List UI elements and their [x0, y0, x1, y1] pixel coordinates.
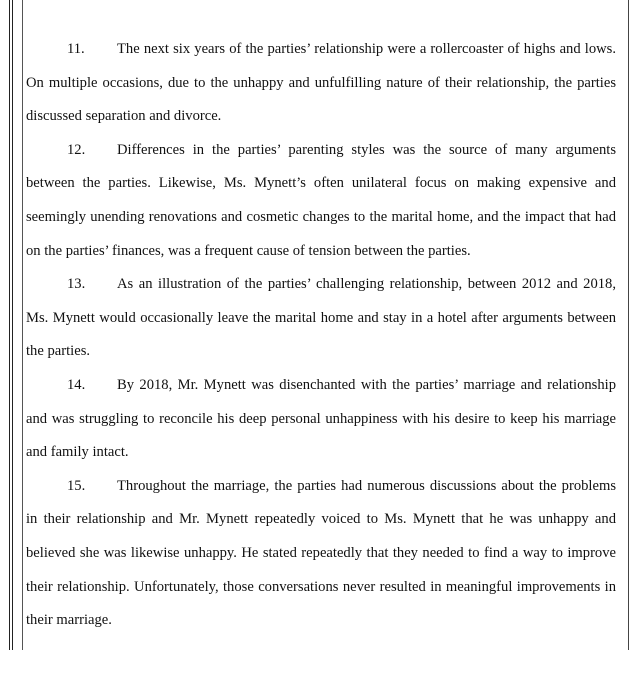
paragraph-number: 13.: [67, 276, 86, 293]
left-margin-rule: [12, 0, 13, 650]
left-margin-rule: [22, 0, 23, 650]
paragraph-text: The next six years of the parties’ relationship were a rollercoaster of highs and lows. On multiple occasions, due to the unhappy and unfulfilling nature of their relationship, the parties discussed separation and divorce.: [26, 41, 616, 125]
document-body: [26, 33, 616, 638]
paragraph-11: [26, 33, 616, 134]
left-margin-rule: [9, 0, 10, 650]
paragraph-15: [26, 470, 616, 638]
paragraph-text: Throughout the marriage, the parties had numerous discussions about the problems in their relationship and Mr. Mynett repeatedly voiced to Ms. Mynett that he was unhappy and believed she was likewise unhappy. He stated repeatedly that they needed to find a way to improve their relationship. Unfortunately, those conversations never resulted in meaningful improvements in their marriage.: [26, 477, 616, 629]
paragraph-number: 12.: [67, 141, 86, 158]
paragraph-14: [26, 369, 616, 470]
paragraph-text: As an illustration of the parties’ challenging relationship, between 2012 and 2018, Ms. Mynett would occasionally leave the marital home and stay in a hotel after arguments between the parties.: [26, 276, 616, 360]
paragraph-12: [26, 134, 616, 268]
paragraph-number: 15.: [67, 477, 86, 494]
paragraph-number: 11.: [67, 41, 85, 57]
paragraph-text: Differences in the parties’ parenting styles was the source of many arguments between the parties. Likewise, Ms. Mynett’s often unilateral focus on making expensive and seemingly unending renovations and cosmetic changes to the marital home, and the impact that had on the parties’ finances, was a frequent cause of tension between the parties.: [26, 141, 616, 259]
paragraph-text: By 2018, Mr. Mynett was disenchanted with the parties’ marriage and relationship and was struggling to reconcile his deep personal unhappiness with his desire to keep his marriage and family intact.: [26, 376, 616, 461]
right-margin-rule: [628, 0, 629, 650]
paragraph-13: [26, 268, 616, 369]
paragraph-number: 14.: [67, 376, 86, 393]
